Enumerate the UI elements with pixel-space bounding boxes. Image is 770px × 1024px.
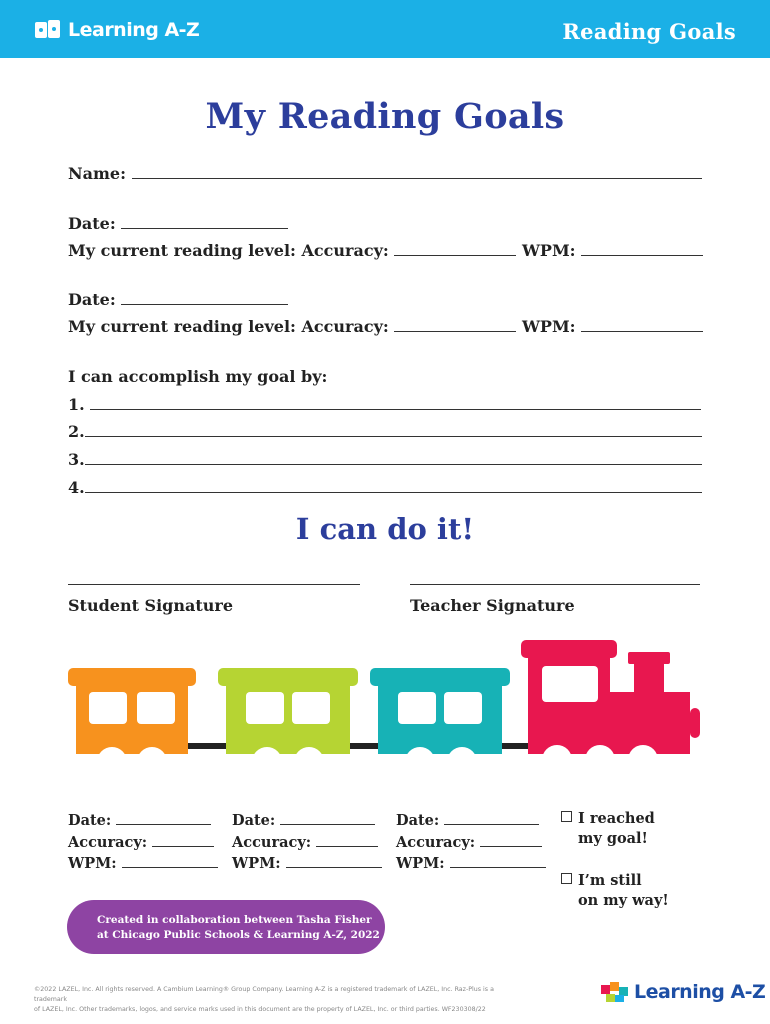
accuracy-row xyxy=(396,832,546,854)
progress-column-1 xyxy=(68,810,218,875)
reached-line-1: I reached xyxy=(578,810,655,827)
wpm-blank[interactable] xyxy=(122,857,218,868)
footer-logo-text: Learning A-Z xyxy=(634,981,766,1003)
accuracy-row xyxy=(68,832,218,854)
logo-blocks-icon xyxy=(600,981,630,1003)
wpm-label: WPM: xyxy=(68,855,117,872)
item-number: 4. xyxy=(68,478,85,497)
credit-line-2: at Chicago Public Schools & Learning A-Z, 2022 xyxy=(97,929,380,941)
student-signature-line[interactable] xyxy=(68,584,360,585)
progress-column-2 xyxy=(232,810,382,875)
accuracy-label: Accuracy: xyxy=(396,833,476,851)
still-going-option xyxy=(561,871,669,911)
item-number: 3. xyxy=(68,450,85,469)
date-blank[interactable] xyxy=(121,290,288,305)
date-row xyxy=(232,810,382,832)
level-row-1 xyxy=(68,241,703,260)
item-number: 1. xyxy=(68,395,85,414)
wpm-blank[interactable] xyxy=(286,857,382,868)
wpm-row xyxy=(68,853,218,875)
train-car-green xyxy=(218,668,358,777)
reached-line-2: my goal! xyxy=(578,830,648,847)
wpm-blank[interactable] xyxy=(450,857,546,868)
goal-blank[interactable] xyxy=(90,395,701,410)
accuracy-label: Accuracy: xyxy=(68,833,148,851)
page-title: My Reading Goals xyxy=(205,96,565,137)
accuracy-blank[interactable] xyxy=(316,836,378,847)
logo-text: Learning A-Z xyxy=(68,19,200,41)
goal-item-2 xyxy=(68,422,702,441)
name-label: Name: xyxy=(68,164,127,183)
level-label: My current reading level: Accuracy: xyxy=(68,241,389,260)
date-blank[interactable] xyxy=(116,814,211,825)
still-line-1: I’m still xyxy=(578,872,642,889)
reached-goal-checkbox[interactable] xyxy=(561,811,572,822)
train-engine-red xyxy=(521,640,700,775)
wpm-label: WPM: xyxy=(396,855,445,872)
date-blank[interactable] xyxy=(444,814,539,825)
date-label: Date: xyxy=(232,812,276,829)
accuracy-row xyxy=(232,832,382,854)
still-line-2: on my way! xyxy=(578,892,669,909)
wpm-label: WPM: xyxy=(521,241,576,260)
wpm-blank[interactable] xyxy=(581,317,703,332)
still-going-checkbox[interactable] xyxy=(561,873,572,884)
goal-blank[interactable] xyxy=(85,478,702,493)
wpm-row xyxy=(396,853,546,875)
date-blank[interactable] xyxy=(121,214,288,229)
header-title: Reading Goals xyxy=(562,19,736,44)
goal-blank[interactable] xyxy=(85,450,702,465)
train-illustration xyxy=(62,636,707,782)
wpm-label: WPM: xyxy=(232,855,281,872)
accuracy-blank[interactable] xyxy=(480,836,542,847)
credit-line-1: Created in collaboration between Tasha Fisher xyxy=(97,914,372,926)
goal-item-3 xyxy=(68,450,702,469)
header-bar xyxy=(0,0,770,58)
footer-logo xyxy=(600,981,765,1003)
wpm-row xyxy=(232,853,382,875)
date-label: Date: xyxy=(68,290,116,309)
item-number: 2. xyxy=(68,422,85,441)
student-signature-label: Student Signature xyxy=(68,596,233,615)
credit-text xyxy=(97,913,380,943)
level-row-2 xyxy=(68,317,703,336)
wpm-label: WPM: xyxy=(521,317,576,336)
date-blank[interactable] xyxy=(280,814,375,825)
learning-az-logo xyxy=(34,18,199,42)
date-label: Date: xyxy=(68,812,112,829)
copyright-line-1: ©2022 LAZEL, Inc. All rights reserved. A Cambium Learning® Group Company. Learning A-Z is a registered trademark of LAZEL, Inc. Raz-Plus is a trademark xyxy=(34,986,494,1003)
teacher-signature-label: Teacher Signature xyxy=(410,596,575,615)
train-car-teal xyxy=(370,668,510,777)
name-row xyxy=(68,164,702,183)
wpm-blank[interactable] xyxy=(581,241,703,256)
accomplish-label: I can accomplish my goal by: xyxy=(68,367,328,386)
date-label: Date: xyxy=(68,214,116,233)
teacher-signature-line[interactable] xyxy=(410,584,700,585)
goal-blank[interactable] xyxy=(85,422,702,437)
accuracy-blank[interactable] xyxy=(394,241,516,256)
date-row-2 xyxy=(68,290,288,309)
date-row xyxy=(396,810,546,832)
logo-books-icon xyxy=(34,19,64,41)
copyright-text xyxy=(34,985,494,1015)
name-blank[interactable] xyxy=(132,164,702,179)
reached-goal-option xyxy=(561,809,655,849)
accuracy-label: Accuracy: xyxy=(232,833,312,851)
progress-column-3 xyxy=(396,810,546,875)
date-row xyxy=(68,810,218,832)
goal-item-1 xyxy=(68,395,701,414)
accuracy-blank[interactable] xyxy=(394,317,516,332)
accuracy-blank[interactable] xyxy=(152,836,214,847)
train-car-orange xyxy=(68,668,196,777)
encouragement-heading: I can do it! xyxy=(295,512,475,546)
credit-badge xyxy=(67,900,385,954)
date-row-1 xyxy=(68,214,288,233)
copyright-line-2: of LAZEL, Inc. Other trademarks, logos, and service marks used in this document are the property of LAZEL, Inc. or third parties. WF230308/22 xyxy=(34,1006,486,1013)
date-label: Date: xyxy=(396,812,440,829)
goal-item-4 xyxy=(68,478,702,497)
level-label: My current reading level: Accuracy: xyxy=(68,317,389,336)
